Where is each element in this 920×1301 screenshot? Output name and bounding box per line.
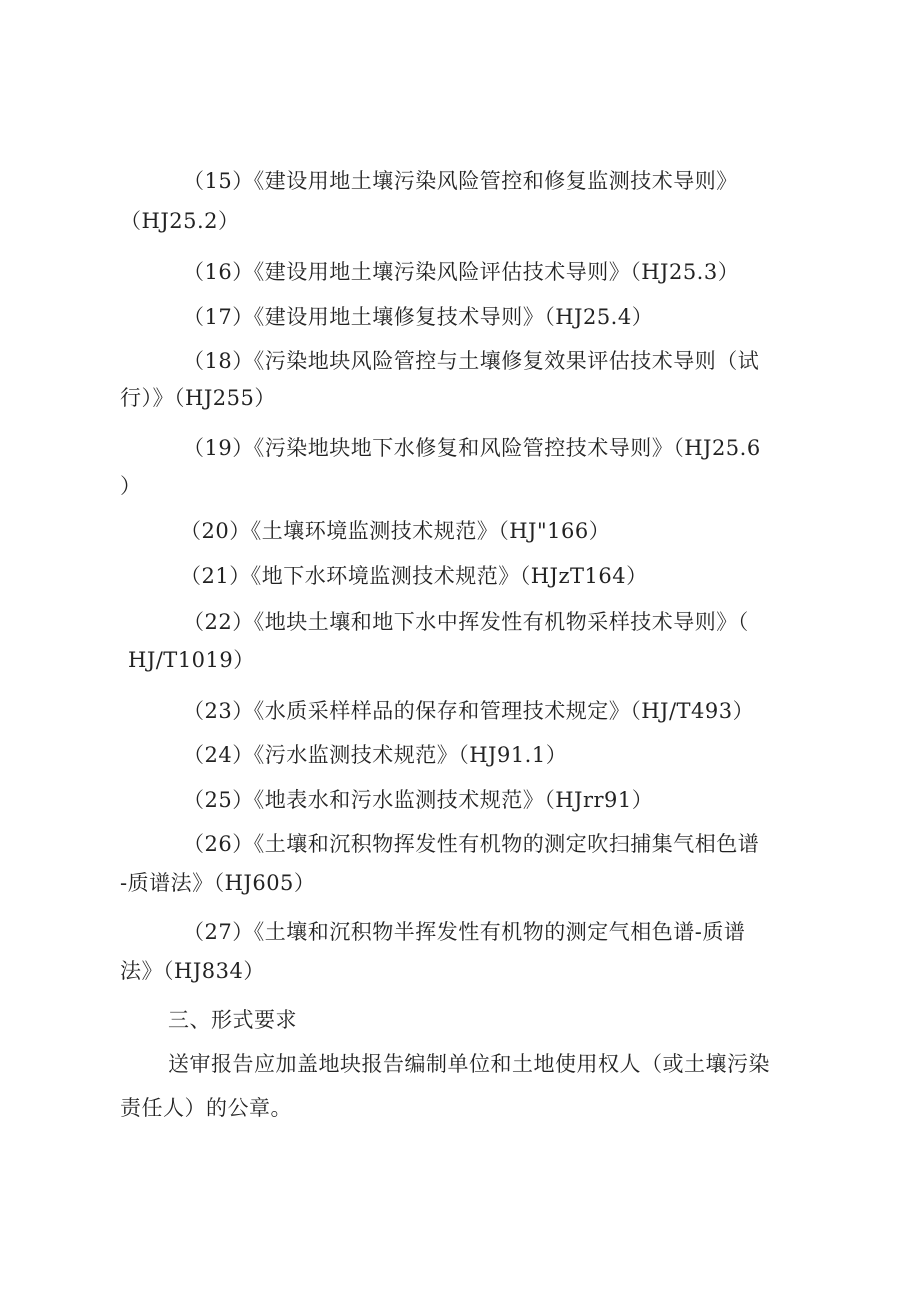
body-paragraph-line1: 送审报告应加盖地块报告编制单位和土地使用权人（或土壤污染 bbox=[168, 1052, 770, 1076]
ref-item-16: （16）《建设用地土壤污染风险评估技术导则》（HJ25.3） bbox=[183, 260, 740, 284]
ref-item-15-line2: （HJ25.2） bbox=[120, 209, 240, 233]
ref-item-23: （23）《水质采样样品的保存和管理技术规定》（HJ/T493） bbox=[183, 699, 755, 723]
ref-item-24: （24）《污水监测技术规范》（HJ91.1） bbox=[183, 743, 568, 767]
ref-item-27-line2: 法》（HJ834） bbox=[120, 959, 265, 983]
ref-item-20: （20）《土壤环境监测技术规范》（HJ"166） bbox=[180, 519, 611, 543]
body-paragraph-line2: 责任人）的公章。 bbox=[120, 1096, 292, 1120]
ref-item-18-line1: （18）《污染地块风险管控与土壤修复效果评估技术导则（试 bbox=[183, 349, 760, 373]
section-heading: 三、形式要求 bbox=[168, 1008, 297, 1032]
ref-item-17: （17）《建设用地土壤修复技术导则》（HJ25.4） bbox=[183, 305, 654, 329]
ref-item-25: （25）《地表水和污水监测技术规范》（HJrr91） bbox=[183, 788, 654, 812]
ref-item-22-line1: （22）《地块土壤和地下水中挥发性有机物采样技术导则》（ bbox=[183, 610, 749, 634]
ref-item-19-line1: （19）《污染地块地下水修复和风险管控技术导则》（HJ25.6 bbox=[183, 436, 761, 460]
ref-item-26-line2: -质谱法》（HJ605） bbox=[120, 871, 316, 895]
ref-item-18-line2: 行）》（HJ255） bbox=[120, 386, 276, 410]
ref-item-15-line1: （15）《建设用地土壤污染风险管控和修复监测技术导则》 bbox=[183, 169, 738, 193]
ref-item-22-line2: HJ/T1019） bbox=[128, 648, 255, 672]
ref-item-26-line1: （26）《土壤和沉积物挥发性有机物的测定吹扫捕集气相色谱 bbox=[183, 832, 760, 856]
ref-item-27-line1: （27）《土壤和沉积物半挥发性有机物的测定气相色谱-质谱 bbox=[183, 920, 746, 944]
ref-item-19-line2: ） bbox=[120, 474, 142, 498]
ref-item-21: （21）《地下水环境监测技术规范》（HJzT164） bbox=[180, 564, 648, 588]
